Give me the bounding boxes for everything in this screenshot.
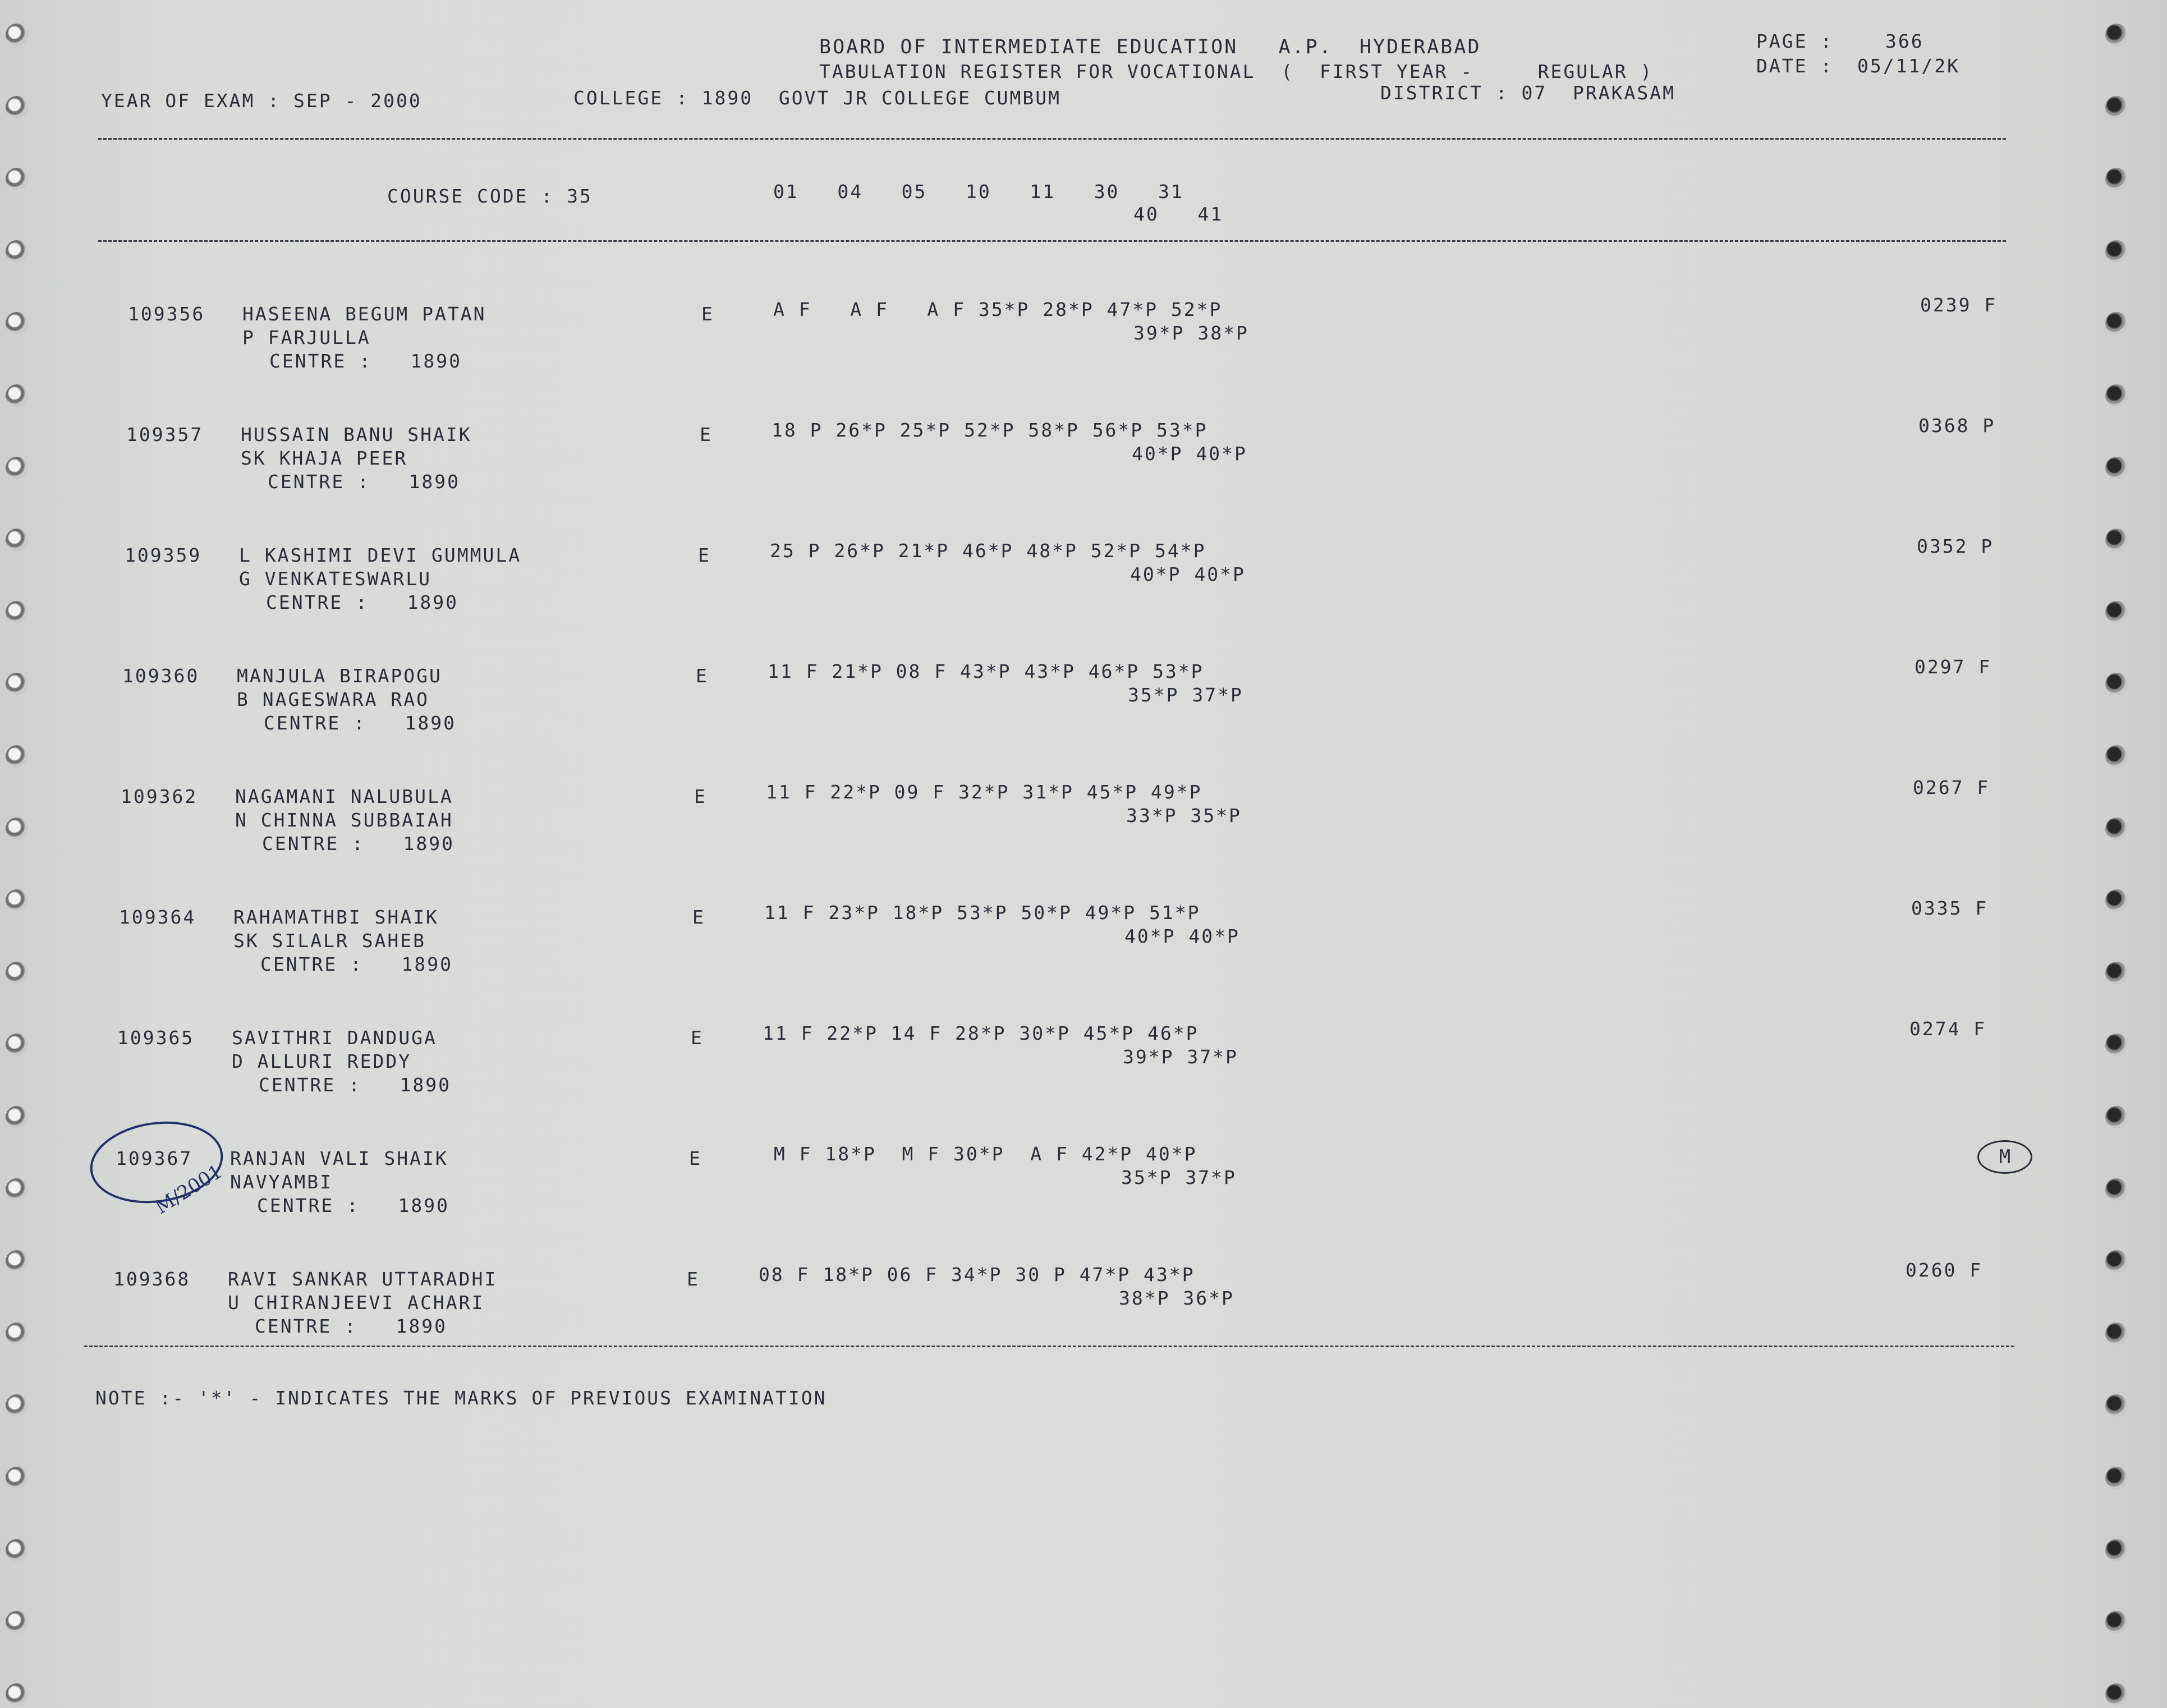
student-centre: CENTRE : 1890 <box>260 953 453 975</box>
left-tractor-holes <box>4 0 49 1708</box>
student-marks-row2: 40*P 40*P <box>1132 443 1247 465</box>
student-parent: B NAGESWARA RAO <box>237 688 430 710</box>
student-marks: 11 F 23*P 18*P 53*P 50*P 49*P 51*P <box>764 902 1201 924</box>
header-divider <box>98 138 2006 140</box>
student-medium: E <box>698 544 711 566</box>
year-of-exam: YEAR OF EXAM : SEP - 2000 <box>101 90 422 112</box>
student-total: 0335 F <box>1911 897 1989 919</box>
student-marks: 11 F 22*P 09 F 32*P 31*P 45*P 49*P <box>766 781 1202 803</box>
student-marks-row2: 39*P 37*P <box>1123 1046 1238 1068</box>
register-title: TABULATION REGISTER FOR VOCATIONAL ( FIRST YEAR - REGULAR ) <box>819 61 1654 82</box>
tractor-hole <box>2105 673 2128 695</box>
tractor-hole <box>6 673 28 695</box>
student-id: 109362 <box>121 786 198 807</box>
student-name: L KASHIMI DEVI GUMMULA <box>239 544 522 566</box>
tractor-hole <box>6 1683 28 1706</box>
student-medium: E <box>694 786 707 807</box>
board-title: BOARD OF INTERMEDIATE EDUCATION A.P. HYDERABAD <box>819 36 1481 58</box>
student-marks-row2: 38*P 36*P <box>1119 1287 1234 1309</box>
tractor-hole <box>2105 1106 2128 1128</box>
course-divider <box>98 240 2006 242</box>
student-parent: N CHINNA SUBBAIAH <box>235 809 453 831</box>
student-id: 109360 <box>122 665 200 687</box>
student-marks-row2: 35*P 37*P <box>1121 1167 1237 1188</box>
course-codes-row2: 40 41 <box>1133 203 1224 225</box>
student-total: 0352 P <box>1917 535 1994 557</box>
tractor-hole <box>6 24 28 46</box>
student-marks: 25 P 26*P 21*P 46*P 48*P 52*P 54*P <box>770 540 1206 562</box>
student-centre: CENTRE : 1890 <box>262 833 455 855</box>
tractor-hole <box>2105 168 2128 190</box>
tractor-hole <box>6 601 28 623</box>
student-name: RAVI SANKAR UTTARADHI <box>228 1268 498 1290</box>
student-total: 0260 F <box>1906 1259 1983 1281</box>
tractor-hole <box>2105 601 2128 623</box>
handwritten-annotation: M/2001 <box>151 1160 227 1219</box>
student-total: 0267 F <box>1913 777 1990 798</box>
tractor-hole <box>6 1034 28 1056</box>
tractor-hole <box>6 1178 28 1201</box>
tractor-hole <box>2105 529 2128 551</box>
tractor-hole <box>6 1250 28 1273</box>
tractor-hole <box>6 1467 28 1489</box>
course-code: COURSE CODE : 35 <box>387 185 593 207</box>
student-parent: NAVYAMBI <box>230 1171 333 1193</box>
student-marks: A F A F A F 35*P 28*P 47*P 52*P <box>773 299 1223 320</box>
date-label: DATE : <box>1756 55 1834 77</box>
tractor-hole <box>6 384 28 407</box>
tractor-hole <box>6 818 28 840</box>
tractor-hole <box>2105 24 2128 46</box>
student-total: 0239 F <box>1920 294 1998 316</box>
student-name: SAVITHRI DANDUGA <box>232 1027 437 1049</box>
student-medium: E <box>687 1268 700 1290</box>
page-label: PAGE : <box>1756 30 1834 52</box>
student-id: 109356 <box>128 303 205 325</box>
student-marks: M F 18*P M F 30*P A F 42*P 40*P <box>761 1143 1197 1165</box>
student-name: NAGAMANI NALUBULA <box>235 786 453 807</box>
student-centre: CENTRE : 1890 <box>266 591 459 613</box>
student-marks-row2: 40*P 40*P <box>1130 563 1246 585</box>
student-medium: E <box>689 1147 702 1169</box>
tractor-hole <box>2105 962 2128 984</box>
footer-divider <box>84 1346 2014 1347</box>
tractor-hole <box>2105 1178 2128 1201</box>
student-marks-row2: 33*P 35*P <box>1126 805 1242 827</box>
student-id: 109357 <box>126 424 204 446</box>
tractor-hole <box>6 745 28 768</box>
student-medium: E <box>696 665 709 687</box>
date-value: 05/11/2K <box>1857 55 1960 77</box>
tractor-hole <box>2105 312 2128 334</box>
student-marks-row2: 39*P 38*P <box>1133 322 1249 344</box>
student-parent: SK KHAJA PEER <box>241 447 408 469</box>
student-medium: E <box>700 424 713 446</box>
tractor-hole <box>2105 1683 2128 1706</box>
student-total: 0297 F <box>1915 656 1992 678</box>
tractor-hole <box>6 1394 28 1417</box>
tractor-hole <box>2105 1250 2128 1273</box>
college-line: COLLEGE : 1890 GOVT JR COLLEGE CUMBUM <box>573 87 1061 109</box>
tractor-hole <box>6 1611 28 1633</box>
student-marks: 18 P 26*P 25*P 52*P 58*P 56*P 53*P <box>772 419 1208 441</box>
tractor-hole <box>6 96 28 118</box>
course-codes-row1: 01 04 05 10 11 30 31 <box>773 181 1184 203</box>
tractor-hole <box>6 1323 28 1345</box>
student-parent: G VENKATESWARLU <box>239 568 432 590</box>
student-marks: 11 F 22*P 14 F 28*P 30*P 45*P 46*P <box>763 1022 1199 1044</box>
tractor-hole <box>6 312 28 334</box>
student-id: 109367 <box>116 1147 193 1169</box>
tractor-hole <box>2105 1323 2128 1345</box>
tractor-hole <box>6 529 28 551</box>
student-marks-row2: 40*P 40*P <box>1124 925 1240 947</box>
district-line: DISTRICT : 07 PRAKASAM <box>1380 82 1675 104</box>
tractor-hole <box>2105 96 2128 118</box>
student-medium: E <box>692 906 705 928</box>
student-parent: SK SILALR SAHEB <box>233 930 426 952</box>
student-centre: CENTRE : 1890 <box>255 1315 448 1337</box>
student-id: 109365 <box>117 1027 195 1049</box>
tractor-hole <box>6 240 28 263</box>
right-tractor-holes <box>2099 0 2143 1708</box>
tractor-hole <box>2105 745 2128 768</box>
tractor-hole <box>2105 1539 2128 1562</box>
student-centre: CENTRE : 1890 <box>268 471 461 493</box>
tractor-hole <box>2105 457 2128 479</box>
note: NOTE :- '*' - INDICATES THE MARKS OF PREVIOUS EXAMINATION <box>95 1387 827 1409</box>
student-marks: 08 F 18*P 06 F 34*P 30 P 47*P 43*P <box>759 1264 1195 1285</box>
student-name: HUSSAIN BANU SHAIK <box>241 424 472 446</box>
page-number: 366 <box>1885 30 1924 52</box>
student-medium: E <box>701 303 714 325</box>
student-parent: P FARJULLA <box>242 327 371 348</box>
tractor-hole <box>6 457 28 479</box>
tractor-hole <box>2105 1034 2128 1056</box>
tractor-hole <box>2105 1394 2128 1417</box>
tractor-hole <box>2105 240 2128 263</box>
student-centre: CENTRE : 1890 <box>259 1074 452 1096</box>
student-id: 109368 <box>113 1268 191 1290</box>
student-name: RAHAMATHBI SHAIK <box>233 906 439 928</box>
student-name: MANJULA BIRAPOGU <box>237 665 442 687</box>
tractor-hole <box>2105 1467 2128 1489</box>
tractor-hole <box>6 1106 28 1128</box>
m-circled-mark: M <box>1977 1140 2032 1174</box>
student-marks: 11 F 21*P 08 F 43*P 43*P 46*P 53*P <box>768 660 1204 682</box>
tractor-hole <box>6 168 28 190</box>
student-centre: CENTRE : 1890 <box>257 1195 450 1216</box>
student-centre: CENTRE : 1890 <box>264 712 457 734</box>
student-medium: E <box>691 1027 704 1049</box>
tractor-hole <box>2105 1611 2128 1633</box>
student-marks-row2: 35*P 37*P <box>1128 684 1243 706</box>
tractor-hole <box>6 962 28 984</box>
tractor-hole <box>2105 889 2128 912</box>
tractor-hole <box>6 1539 28 1562</box>
student-id: 109359 <box>125 544 202 566</box>
student-name: HASEENA BEGUM PATAN <box>242 303 486 325</box>
tractor-hole <box>2105 384 2128 407</box>
tractor-hole <box>6 889 28 912</box>
student-id: 109364 <box>119 906 196 928</box>
student-parent: D ALLURI REDDY <box>232 1050 412 1072</box>
student-total: 0368 P <box>1918 415 1996 437</box>
student-parent: U CHIRANJEEVI ACHARI <box>228 1292 485 1314</box>
tractor-hole <box>2105 818 2128 840</box>
student-centre: CENTRE : 1890 <box>269 350 462 372</box>
student-total: 0274 F <box>1909 1018 1987 1040</box>
student-name: RANJAN VALI SHAIK <box>230 1147 448 1169</box>
